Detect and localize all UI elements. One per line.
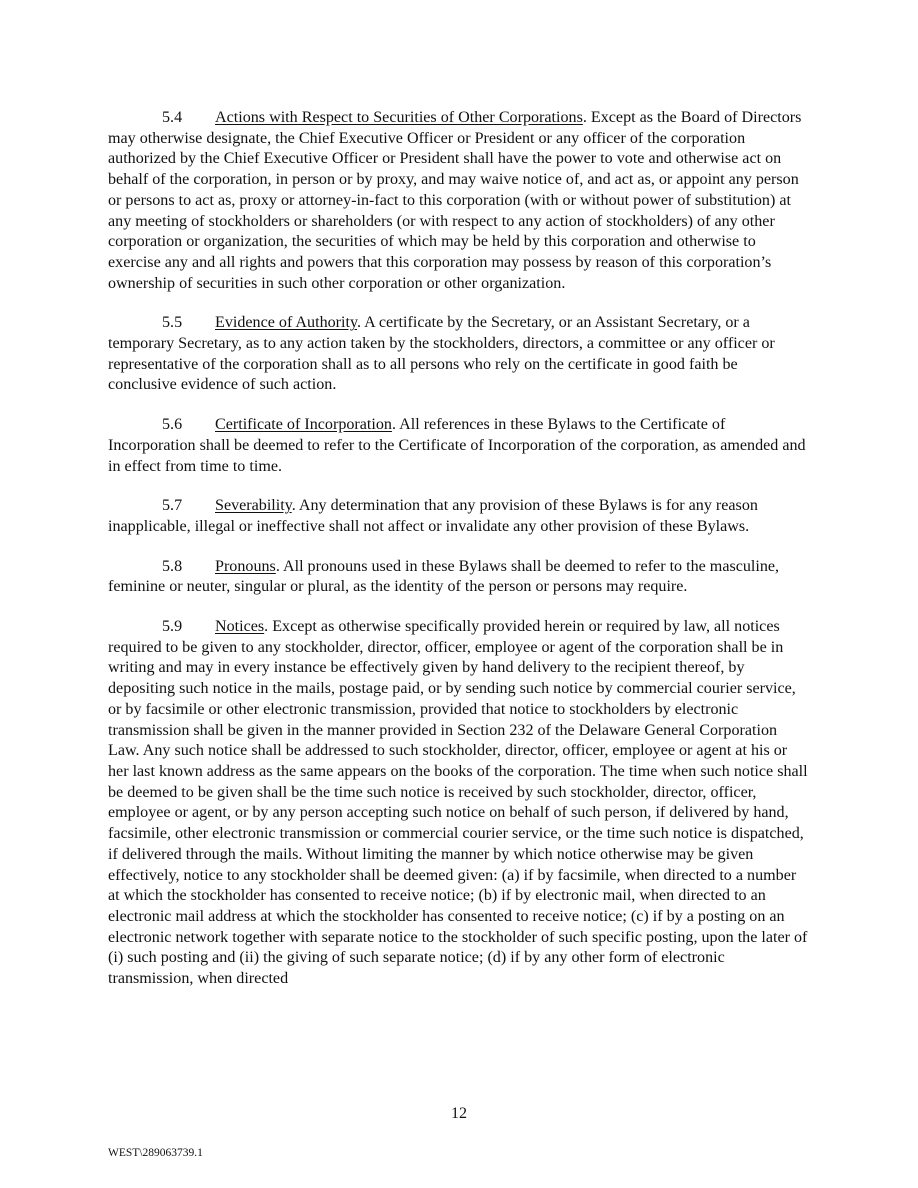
section-body: . All pronouns used in these Bylaws shall be deemed to refer to the masculine, feminine or neuter, singular or plural, as the identity of the person or persons may require. xyxy=(108,557,780,596)
section-5-5 xyxy=(108,313,810,396)
page-body xyxy=(108,108,810,1009)
section-number: 5.5 xyxy=(162,314,183,332)
page-number: 12 xyxy=(450,1105,468,1122)
section-number: 5.7 xyxy=(162,497,183,515)
section-5-4 xyxy=(108,108,810,294)
section-5-8 xyxy=(108,557,810,598)
section-body: . A certificate by the Secretary, or an Assistant Secretary, or a temporary Secretary, as to any action taken by the stockholders, directors, a committee or any officer or representative of the corporation shall as to all persons who rely on the certificate in good faith be conclusive evidence of such action. xyxy=(108,314,775,394)
section-title: Certificate of Incorporation xyxy=(215,416,392,434)
section-body: . All references in these Bylaws to the Certificate of Incorporation shall be deemed to refer to the Certificate of Incorporation of the corporation, as amended and in effect from time to time. xyxy=(108,416,806,475)
section-5-7 xyxy=(108,496,810,537)
section-number: 5.9 xyxy=(162,618,183,636)
section-5-9 xyxy=(108,617,810,990)
section-title: Evidence of Authority xyxy=(215,314,357,332)
section-body: . Except as otherwise specifically provided herein or required by law, all notices required to be given to any stockholder, director, officer, employee or agent of the corporation shall be in writing and may in every instance be effectively given by hand delivery to the recipient thereof, by depositing such notice in the mails, postage paid, or by sending such notice by commercial courier service, or by facsimile or other electronic transmission, provided that notice to stockholders by electronic transmission shall be given in the manner provided in Section 232 of the Delaware General Corporation Law. Any such notice shall be addressed to such stockholder, director, officer, employee or agent at his or her last known address as the same appears on the books of the corporation. The time when such notice shall be deemed to be given shall be the time such notice is received by such stockholder, director, officer, employee or agent, or by any person accepting such notice on behalf of such person, if delivered by hand, facsimile, other electronic transmission or commercial courier service, or the time such notice is dispatched, if delivered through the mails. Without limiting the manner by which notice otherwise may be given effectively, notice to any stockholder shall be deemed given: (a) if by facsimile, when directed to a number at which the stockholder has consented to receive notice; (b) if by electronic mail, when directed to an electronic mail address at which the stockholder has consented to receive notice; (c) if by a posting on an electronic network together with separate notice to the stockholder of such specific posting, upon the later of (i) such posting and (ii) the giving of such separate notice; (d) if by any other form of electronic transmission, when directed xyxy=(108,618,808,988)
section-number: 5.4 xyxy=(162,109,183,126)
document-id: WEST\289063739.1 xyxy=(108,1147,203,1159)
section-body: . Except as the Board of Directors may otherwise designate, the Chief Executive Officer or President or any officer of the corporation authorized by the Chief Executive Officer or President shall have the power to vote and otherwise act on behalf of the corporation, in person or by proxy, and may waive notice of, and act as, or appoint any person or persons to act as, proxy or attorney-in-fact to this corporation (with or without power of substitution) at any meeting of stockholders or shareholders (or with respect to any action of stockholders) of any other corporation or organization, the securities of which may be held by this corporation and otherwise to exercise any and all rights and powers that this corporation may possess by reason of this corporation’s ownership of securities in such other corporation or other organization. xyxy=(108,109,802,292)
section-number: 5.6 xyxy=(162,416,183,434)
section-body: . Any determination that any provision of these Bylaws is for any reason inapplicable, illegal or ineffective shall not affect or invalidate any other provision of these Bylaws. xyxy=(108,497,758,535)
section-title: Notices xyxy=(215,618,265,636)
section-5-6 xyxy=(108,415,810,477)
section-number: 5.8 xyxy=(162,557,183,575)
section-title: Severability xyxy=(215,497,292,515)
section-title: Actions with Respect to Securities of Other Corporations xyxy=(215,109,583,126)
section-title: Pronouns xyxy=(215,557,276,575)
